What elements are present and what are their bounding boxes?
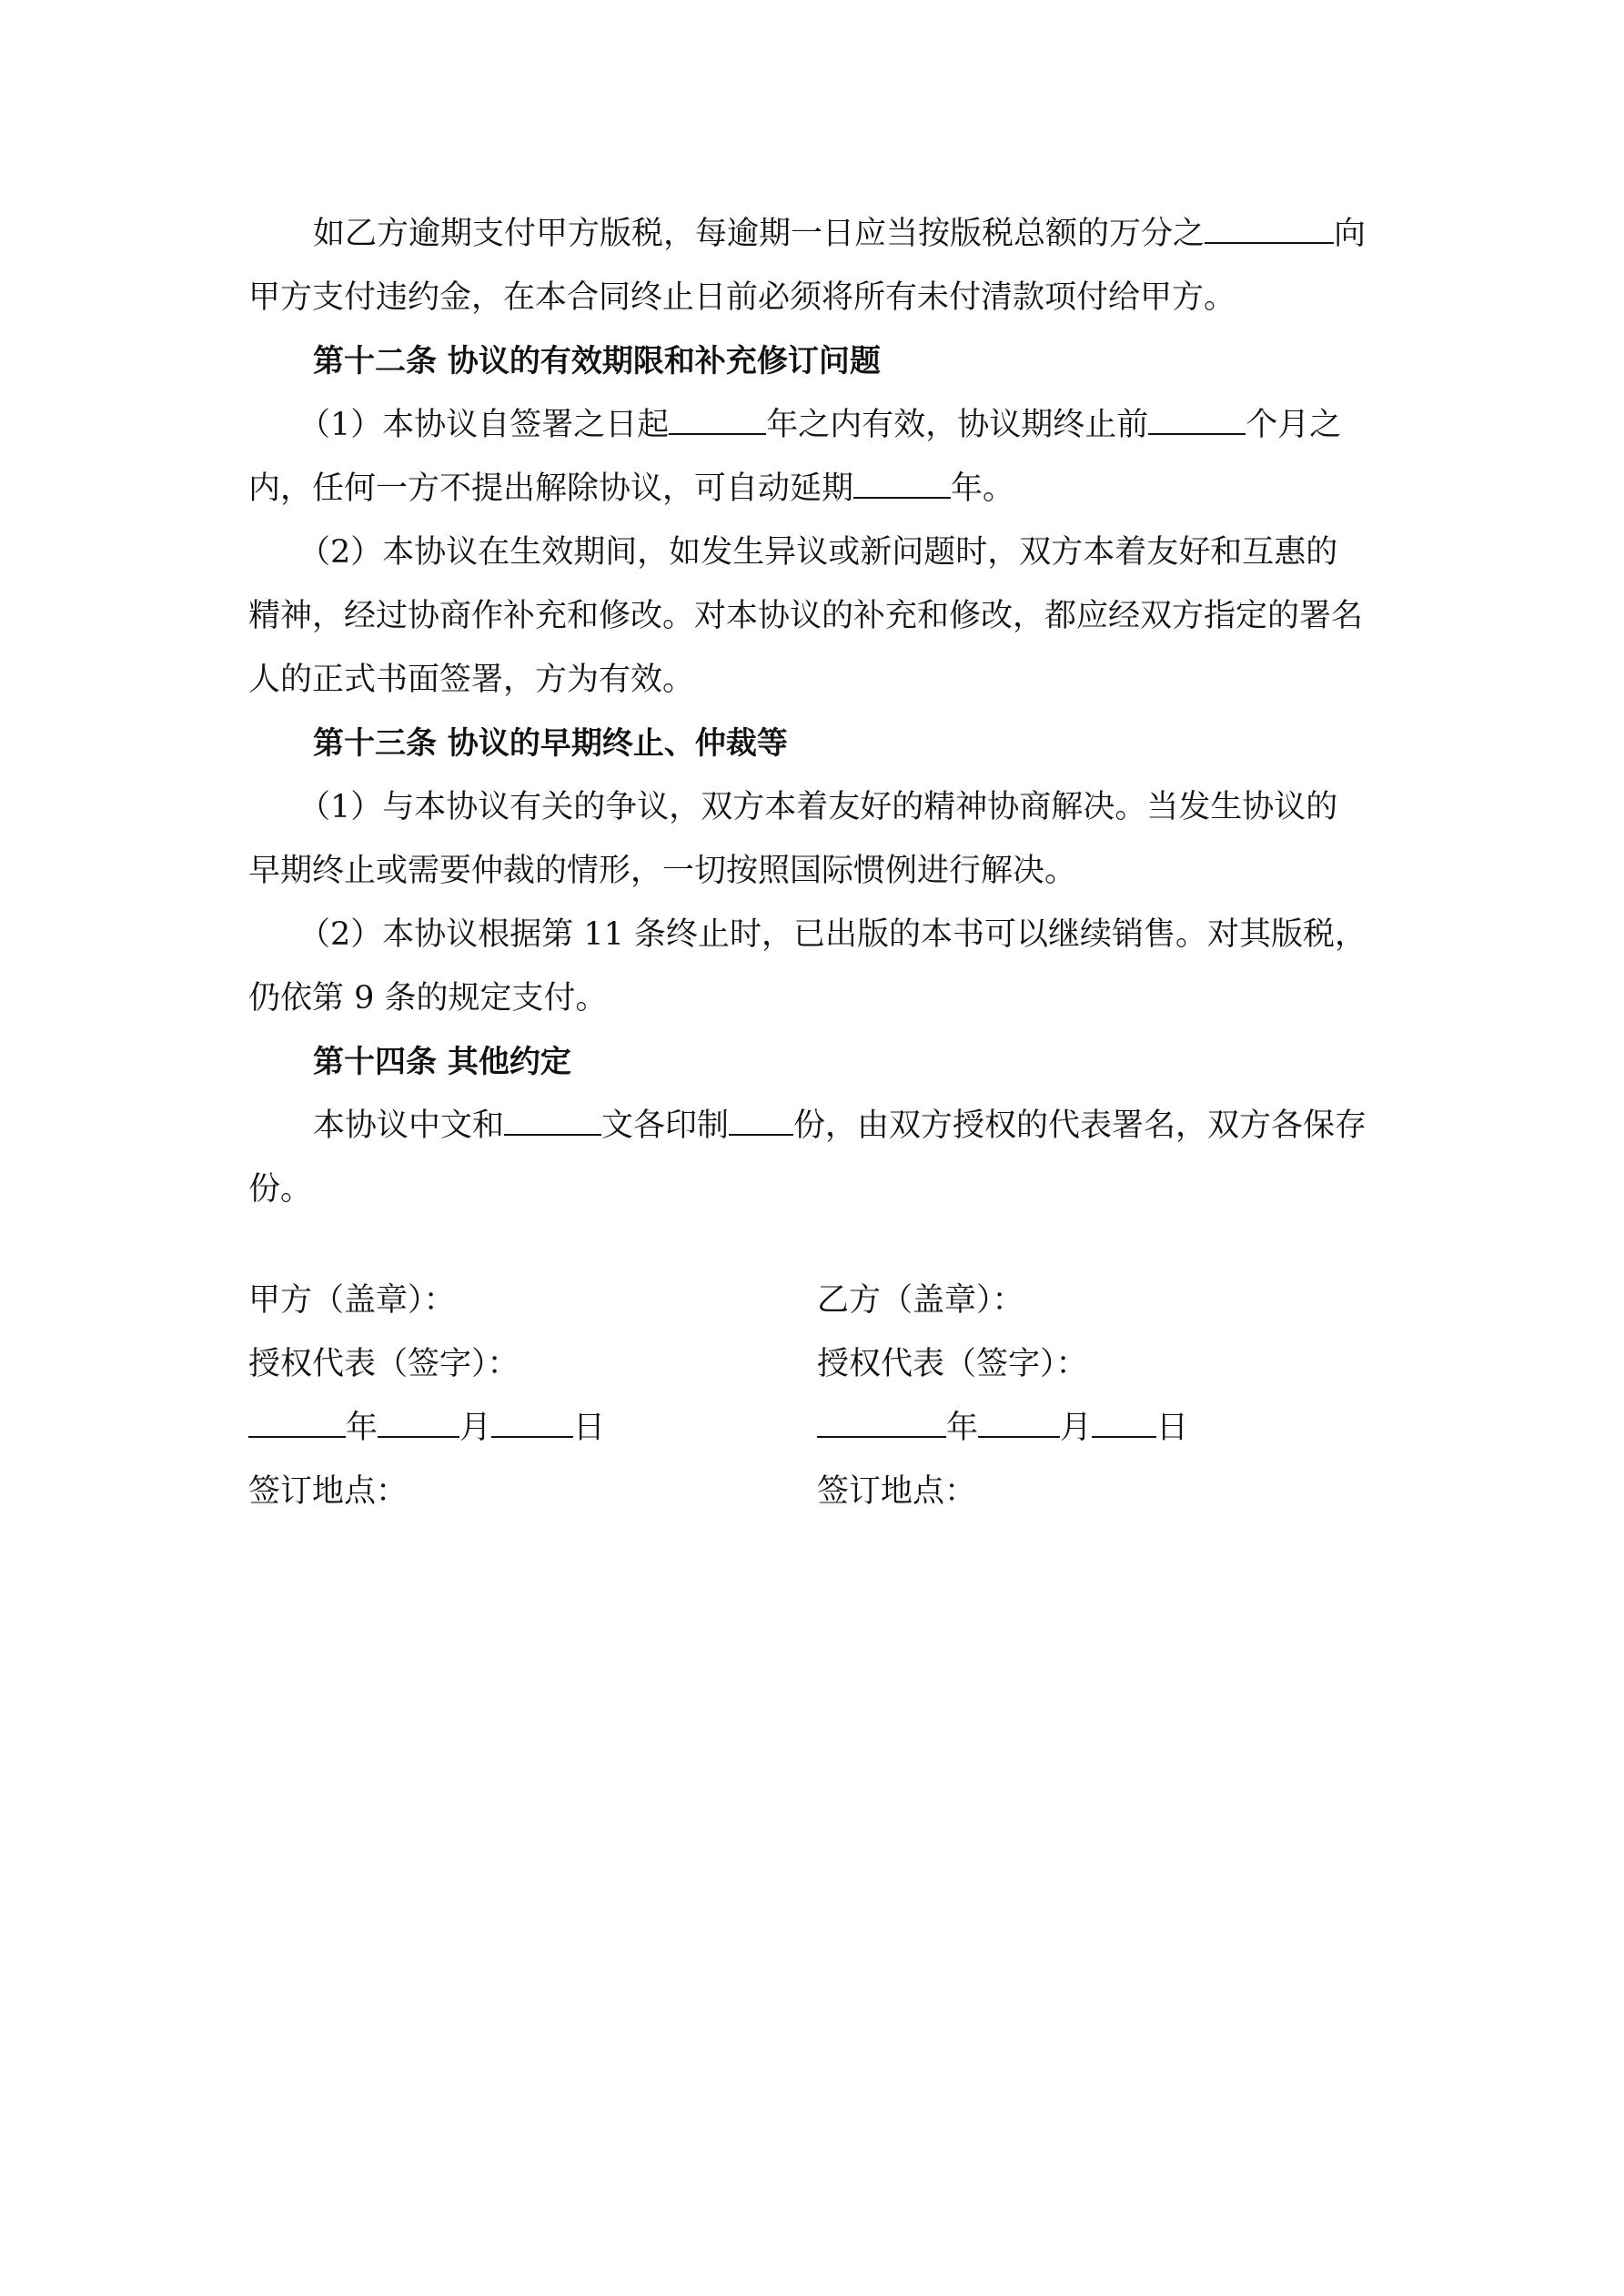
article-13-heading: 第十三条 协议的早期终止、仲裁等 (313, 725, 788, 762)
month-label: 月 (1060, 1410, 1093, 1446)
article-13-clause-1: （1）与本协议有关的争议，双方本着友好的精神协商解决。当发生协议的 (298, 789, 1338, 825)
year-label: 年 (346, 1410, 378, 1446)
text: 年。 (951, 470, 1015, 507)
article-13-clause-2: （2）本协议根据第 11 条终止时，已出版的本书可以继续销售。对其版税， (298, 916, 1367, 953)
text: （1）本协议自签署之日起 (298, 407, 670, 443)
article-12-clause-2: （2）本协议在生效期间，如发生异议或新问题时，双方本着友好和互惠的 (298, 534, 1338, 571)
late-payment-paragraph (248, 202, 1386, 266)
article-12-clause-1-cont (248, 457, 1386, 521)
party-b-place-label: 签订地点： (817, 1473, 977, 1510)
party-b-rep-label: 授权代表（签字）： (817, 1346, 1088, 1382)
seal-row (248, 1269, 1386, 1332)
article-12-clause-2-cont: 精神，经过协商作补充和修改。对本协议的补充和修改，都应经双方指定的署名 (248, 598, 1364, 634)
text: 本协议中文和 (313, 1108, 505, 1144)
article-13-clause-1-cont: 早期终止或需要仲裁的情形，一切按照国际惯例进行解决。 (248, 853, 1077, 889)
day-label: 日 (1156, 1410, 1189, 1446)
blank-field (1205, 215, 1334, 244)
article-12-clause-2-cont: 人的正式书面签署，方为有效。 (248, 662, 695, 698)
party-a-rep-label: 授权代表（签字）： (248, 1346, 519, 1382)
blank-field (853, 470, 951, 499)
blank-field (504, 1107, 601, 1136)
text: 向 (1334, 216, 1367, 252)
blank-field (1148, 406, 1246, 435)
month-blank (378, 1409, 459, 1438)
article-14-text (248, 1094, 1386, 1158)
party-a-seal-label: 甲方（盖章）： (248, 1282, 456, 1319)
contract-body (248, 202, 1386, 1221)
article-12-heading: 第十二条 协议的有效期限和补充修订问题 (313, 343, 881, 379)
article-12-clause-1 (248, 393, 1386, 457)
article-14-text-cont: 份。 (248, 1171, 313, 1208)
date-row (248, 1396, 1386, 1460)
month-blank (978, 1409, 1060, 1438)
party-b-date (817, 1396, 1188, 1460)
day-blank (491, 1409, 573, 1438)
late-payment-paragraph-cont (248, 266, 1386, 329)
signature-block (248, 1269, 1386, 1523)
blank-field (669, 406, 766, 435)
place-row (248, 1460, 1386, 1523)
text: 个月之 (1246, 407, 1342, 443)
year-blank (248, 1409, 346, 1438)
article-13-clause-2-cont: 仍依第 9 条的规定支付。 (248, 980, 608, 1017)
text: 如乙方逾期支付甲方版税，每逾期一日应当按版税总额的万分之 (313, 216, 1205, 252)
article-14-heading: 第十四条 其他约定 (313, 1044, 571, 1080)
representative-row (248, 1332, 1386, 1396)
party-a-date (248, 1396, 605, 1460)
party-b-seal-label: 乙方（盖章）： (817, 1282, 1024, 1319)
text: 份，由双方授权的代表署名，双方各保存 (793, 1108, 1367, 1144)
day-blank (1092, 1409, 1156, 1438)
text: 年之内有效，协议期终止前 (766, 407, 1149, 443)
text: 甲方支付违约金，在本合同终止日前必须将所有未付清款项付给甲方。 (248, 279, 1236, 316)
party-a-place-label: 签订地点： (248, 1473, 409, 1510)
year-blank (817, 1409, 946, 1438)
blank-field (729, 1107, 793, 1136)
text: 内，任何一方不提出解除协议，可自动延期 (248, 470, 854, 507)
text: 文各印制 (601, 1108, 730, 1144)
year-label: 年 (946, 1410, 979, 1446)
month-label: 月 (459, 1410, 492, 1446)
day-label: 日 (573, 1410, 606, 1446)
